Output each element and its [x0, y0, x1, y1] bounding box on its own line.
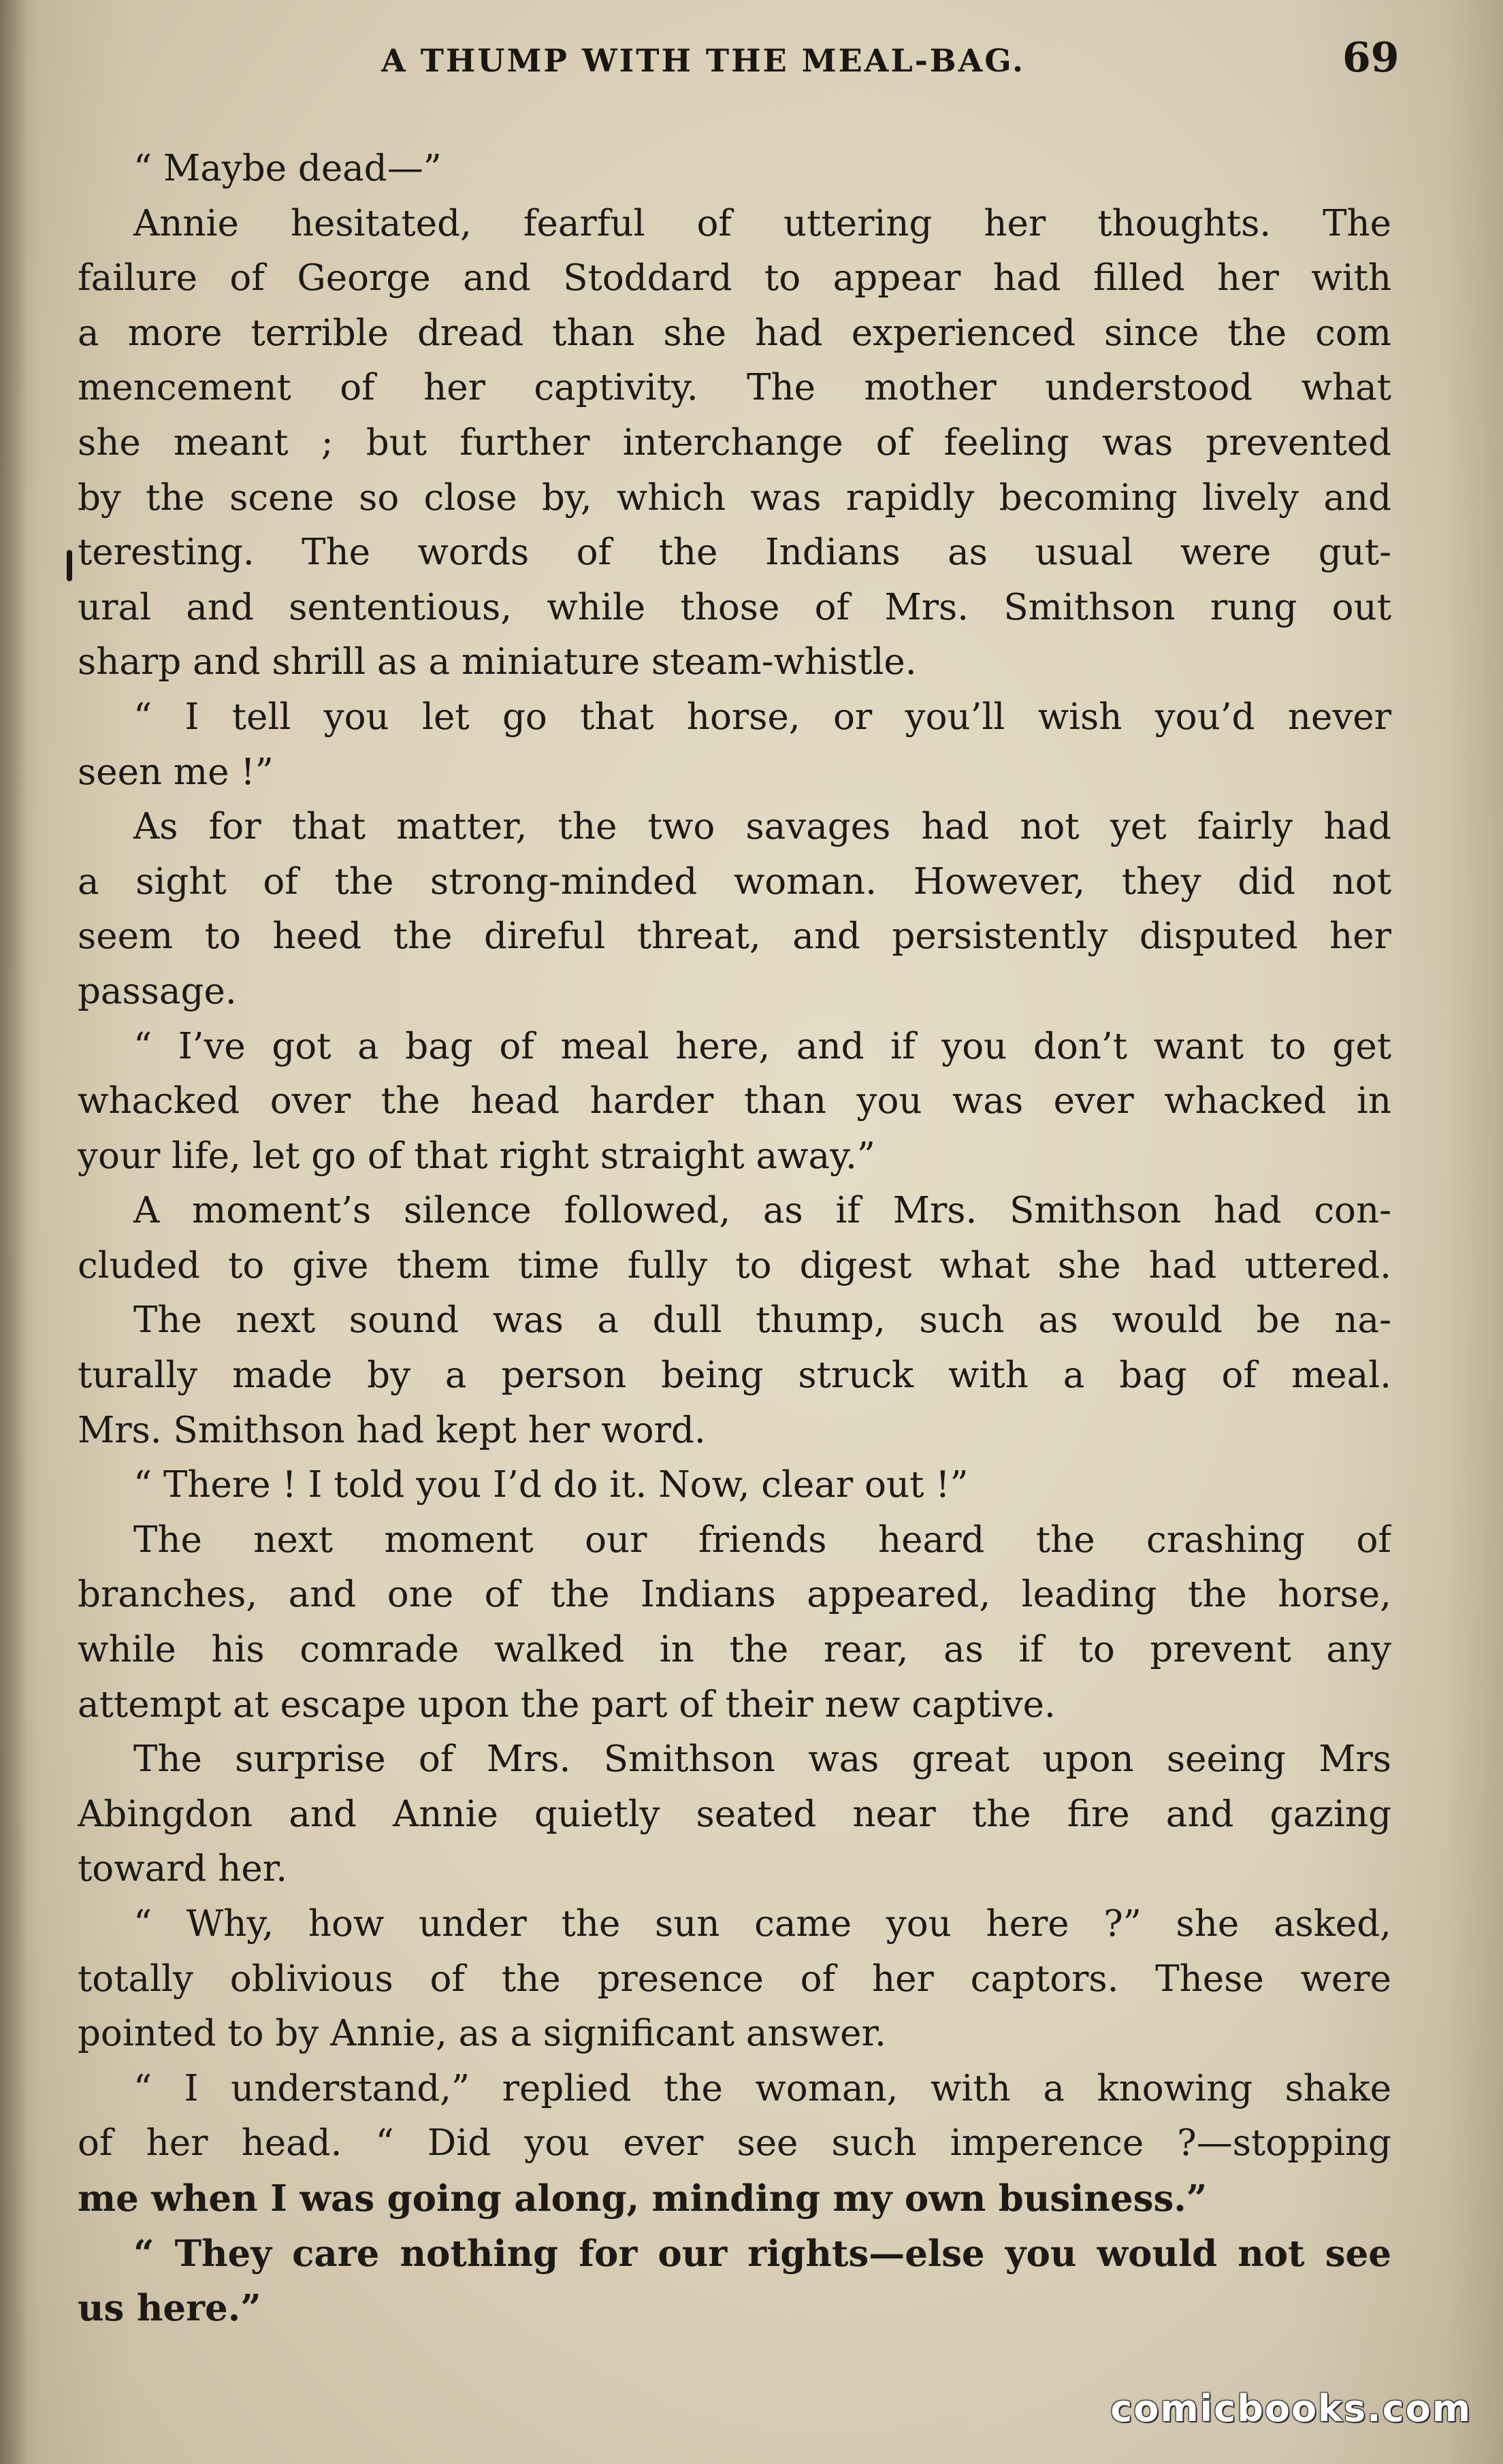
text-line: “ There ! I told you I’d do it. Now, clear out !”	[133, 1464, 969, 1506]
text-line: “ Maybe dead—”	[133, 148, 442, 189]
text-line: while his comrade walked in the rear, as if to prevent any	[78, 1629, 1391, 1671]
text-line: Mrs. Smithson had kept her word.	[78, 1409, 706, 1451]
text-line: seen me !”	[78, 751, 274, 793]
text-line: “ I understand,” replied the woman, with a knowing shake	[133, 2067, 1391, 2109]
text-line: toward her.	[78, 1848, 288, 1890]
text-line: branches, and one of the Indians appeared, leading the horse,	[78, 1574, 1391, 1616]
text-line: mencement of her captivity. The mother understood what	[78, 367, 1391, 409]
text-line: failure of George and Stoddard to appear had filled her with	[78, 257, 1391, 299]
text-line: The next sound was a dull thump, such as would be na-	[133, 1299, 1391, 1342]
text-line: “ I’ve got a bag of meal here, and if you don’t want to get	[133, 1025, 1391, 1067]
site-watermark: comicbooks.com	[1110, 2387, 1472, 2430]
text-line: pointed to by Annie, as a significant answer.	[78, 2013, 886, 2055]
text-line: “ Why, how under the sun came you here ?” she asked,	[133, 1903, 1391, 1945]
text-line: “ They care nothing for our rights—else you would not see	[133, 2232, 1391, 2275]
running-title: A THUMP WITH THE MEAL-BAG.	[381, 42, 1026, 79]
text-line: she meant ; but further interchange of feeling was prevented	[78, 421, 1391, 464]
text-line: passage.	[78, 970, 237, 1012]
text-line: A moment’s silence followed, as if Mrs. Smithson had con-	[133, 1190, 1391, 1232]
text-line: me when I was going along, minding my own business.”	[78, 2177, 1208, 2220]
page-gutter-shadow	[0, 0, 27, 2464]
text-line: of her head. “ Did you ever see such imperence ?—stopping	[78, 2122, 1391, 2165]
text-line: attempt at escape upon the part of their new captive.	[78, 1683, 1056, 1725]
margin-ink-mark	[67, 550, 72, 581]
text-line: The surprise of Mrs. Smithson was great upon seeing Mrs	[133, 1738, 1391, 1781]
text-line: teresting. The words of the Indians as usual were gut-	[78, 532, 1391, 574]
text-line: a sight of the strong-minded woman. However, they did not	[78, 860, 1391, 903]
text-line: cluded to give them time fully to digest what she had uttered.	[78, 1244, 1391, 1286]
text-line: Abingdon and Annie quietly seated near the fire and gazing	[78, 1793, 1391, 1835]
page-number: 69	[1342, 34, 1400, 82]
text-line: by the scene so close by, which was rapidly becoming lively and	[78, 476, 1391, 519]
text-line: seem to heed the direful threat, and persistently disputed her	[78, 915, 1391, 958]
text-line: whacked over the head harder than you was ever whacked in	[78, 1080, 1391, 1122]
text-line: ural and sententious, while those of Mrs. Smithson rung out	[78, 586, 1391, 628]
text-line: a more terrible dread than she had experienced since the com	[78, 312, 1391, 354]
text-line: totally oblivious of the presence of her captors. These were	[78, 1958, 1391, 2000]
text-line: Annie hesitated, fearful of uttering her thoughts. The	[133, 202, 1391, 244]
text-line: turally made by a person being struck with a bag of meal.	[78, 1355, 1391, 1397]
text-line: “ I tell you let go that horse, or you’ll wish you’d never	[133, 696, 1391, 738]
text-line: As for that matter, the two savages had not yet fairly had	[133, 806, 1391, 848]
text-line: sharp and shrill as a miniature steam-whistle.	[78, 641, 917, 683]
text-line: The next moment our friends heard the crashing of	[133, 1519, 1391, 1561]
text-line: your life, let go of that right straight away.”	[78, 1135, 875, 1177]
body-text	[78, 142, 1391, 2336]
text-line: us here.”	[78, 2287, 261, 2330]
